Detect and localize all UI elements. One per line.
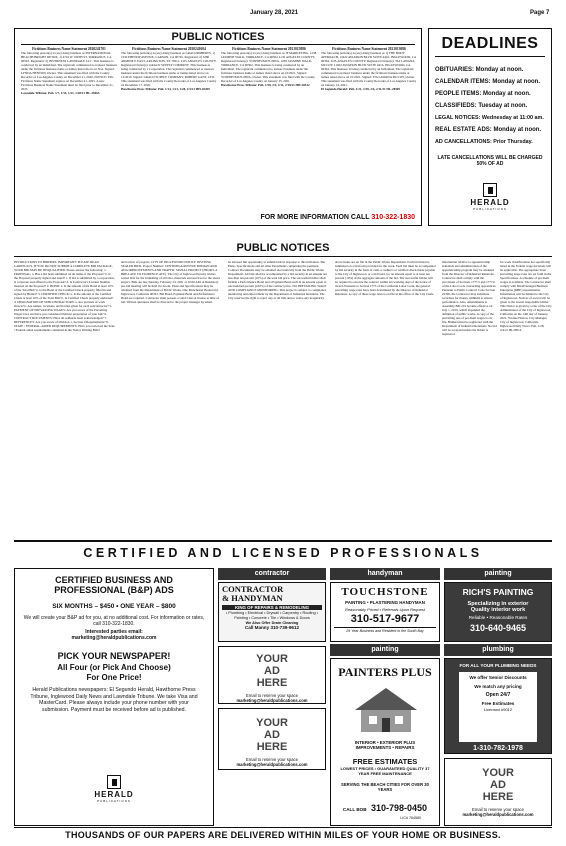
painters-plus-free-sub: LOWEST PRICES • GUARANTEED QUALITY 37 YEAR FREE MAINTENANCE xyxy=(340,765,430,776)
deadline-item: OBITUARIES: Monday at noon. xyxy=(435,67,524,73)
house-icon xyxy=(351,684,419,736)
contractor-phone: Call Manny 310-739-9612 xyxy=(244,625,300,631)
placeholder-email-text: Email to reserve your space xyxy=(246,693,298,698)
notice-body: The following person(s) is (are) doing business as JP MARKETING, 1238 JASMINE WALK, TORRANCE, CA 90502, LOS ANGELES COUNTY. Registered Owner(s): YOSHIFUMI FUJIWA, 1238 JASMINE WALK, TORRANCE, CA 90502. This business is being conducted by an Individual. The registrant commenced to transact business under the fictitious business name or names listed above on 10/2021. Signed: YOSHIFUMI FUJIWA, Owner. This statement was filed with the County Recorder of Los Angeles County on January 15, 2021. xyxy=(221,51,317,83)
bp-price: SIX MONTHS – $450 • ONE YEAR – $800 xyxy=(52,603,176,610)
notice-column xyxy=(221,47,317,87)
issue-date: January 28, 2021 xyxy=(250,10,299,16)
notice-column xyxy=(321,47,417,91)
plumbing-ad[interactable] xyxy=(444,658,552,754)
placeholder-email[interactable]: marketing@heraldpublications.com xyxy=(236,762,308,768)
pick-title: PICK YOUR NEWSPAPER! xyxy=(57,651,171,661)
bp-title: CERTIFIED BUSINESS AND PROFESSIONAL (B&P) ADS xyxy=(54,575,174,595)
touchstone-ad[interactable] xyxy=(330,582,440,642)
title-rule xyxy=(21,44,415,45)
plumbing-offer: We match any pricing xyxy=(474,683,522,689)
notice-pub: Hawthorne Press Tribune: Pub. 1/28, 2/4, 2/11, 2/18/21 HH-28512 xyxy=(221,83,310,87)
notice-pub: El Segundo Herald: Pub. 1/21, 1/28, 2/4, 2/11/21 HL-28509 xyxy=(321,87,400,91)
placeholder-email-text: Email to reserve your space xyxy=(246,757,298,762)
deadline-item: CLASSIFIEDS: Tuesday at noon. xyxy=(435,103,528,109)
contractor-tagline: KING OF REPAIRS & REMODELING xyxy=(222,605,322,610)
pick-sub: All Four (or Pick And Choose) xyxy=(57,663,171,672)
painters-plus-serving: SERVING THE BEACH CITIES FOR OVER 30 YEARS xyxy=(341,781,429,792)
plumbing-offer-panel xyxy=(459,672,537,742)
richs-line: Specializing in exterior xyxy=(467,601,529,607)
deadline-item: LEGAL NOTICES: Wednesday at 11:00 am. xyxy=(435,115,544,121)
notice-body: The following person(s) is (are) doing business as INTERNATIONAL HEALTH BRIGHT DETOX, 1) 4701 W 190TH ST, TORRANCE, CA 90503. Registrant: 2) INVERNESS LAWNDALE LLC. This business is conducted by an Individual. The registrant commenced to transact business under the fictitious business name or names listed above on N/A. Signed: LYNDA HENTON, Owner. This statement was filed with the County Recorder of Los Angeles County on December 21, 2020. NOTICE: This Fictitious Name Statement expires on December 21, 2025. A new Fictitious Business Name Statement must be filed prior to December 21, 2025. xyxy=(21,51,117,91)
painters-plus-free: FREE ESTIMATES xyxy=(352,756,418,766)
plumbing-offer: We offer Senior Discounts xyxy=(469,675,527,680)
papers-text: Herald Publications newspapers: El Segundo Herald, Hawthorne Press Tribune, Inglewood Daily News and Lawndale Tribune. We take Visa and MasterCard. Please always include your phone number with your submission. Payment must be received before ad is published. xyxy=(30,687,198,713)
painters-plus-lic: LIC# 764580 xyxy=(400,815,421,820)
placeholder-here: HERE xyxy=(482,791,514,803)
richs-line: Quality interior work xyxy=(470,607,526,613)
category-handyman: handyman xyxy=(330,568,440,580)
notice-column xyxy=(21,47,117,95)
footer-rule xyxy=(14,827,552,828)
contractor-call: We Also Offer Drain Cleaning xyxy=(245,621,299,626)
touchstone-tagline: Reasonably Priced • Referrals Upon Request xyxy=(344,607,426,612)
notice-heading: Fictitious Business Name Statement 2021015886 xyxy=(232,47,306,51)
public-notices-top xyxy=(14,28,422,226)
more-info xyxy=(260,214,415,221)
contractor-services: • Plumbing • Electrical • Drywall • Carpentry • Roofing • Painting • Concrete • Tile • Windows & Doors xyxy=(226,611,318,620)
contractor-title2: & HANDYMAN xyxy=(222,593,283,603)
bp-email-label: Interested parties email: xyxy=(85,629,143,635)
public-notices-bottom-title: PUBLIC NOTICES xyxy=(236,242,330,254)
deadlines-note: LATE CANCELLATIONS WILL BE CHARGED 50% OF AD xyxy=(437,155,543,167)
notice-pub: Hawthorne Press Tribune: Pub. 1/14, 1/21, 1/28, 2/4/21 HH-28459 xyxy=(121,87,210,91)
placeholder-here: HERE xyxy=(256,677,288,689)
notice-heading: Fictitious Business Name Statement 2020241701 xyxy=(32,47,106,51)
notice-column: information relative to apprenticeship standards and administration of the apprenticeship program may be obtained from the Director of Industrial Relations. Contractor shall comply with the provisions of Sections 1777.5 and 1777.6 of the Labor Code concerning apprentices. Pursuant to Public Contract Code Section 22300, the Contractor may substitute securities for money withheld to ensure performance. Also, Amendments to Assembly Bill 219 became effective on July 1, 2019, which expanded the definition of public works. A copy of the prevailing rate of per diem wages is on file. Bidders must be registered with the Department of Industrial Relations. No bid will be accepted unless the bidder is registered. xyxy=(442,260,497,336)
herald-logo xyxy=(15,775,213,803)
bp-ad-info xyxy=(14,568,214,826)
placeholder-ad: AD xyxy=(490,779,506,791)
logo-sub: PUBLICATIONS xyxy=(473,207,507,211)
notice-column xyxy=(121,47,217,91)
certified-title: CERTIFIED AND LICENSED PROFESSIONALS xyxy=(83,546,483,560)
notice-pub: Lawndale Tribune: Pub. 1/7, 1/14, 1/21, 1/28/21 HL-28465 xyxy=(21,91,100,95)
logo-name: HERALD xyxy=(94,790,134,799)
category-painting: painting xyxy=(330,644,440,656)
notice-column: for work classifications not specifically listed in the Federal wage decisions will be applicable. The appropriate State prevailing wage rates are set forth in the Specifications. A schedule of per diem wages is available. The Contractor shall comply with Disadvantaged Business Enterprise (DBE) requirements. Information will be limited to the City of Inglewood. Notices of award will be given to the lowest responsible bidder. This Notice is given by order of the City Administrator of the City of Inglewood, California on the 14th day of January, 2021. Yvonne Horton, City Manager, City of Inglewood, California. Inglewood Daily News: Pub. 1/28, 2/4/21 HI-28516 xyxy=(500,260,552,332)
section-rule xyxy=(14,540,552,542)
public-notices-title: PUBLIC NOTICES xyxy=(171,31,265,43)
contractor-title: CONTRACTOR xyxy=(222,584,284,594)
plumbing-offer: Free Estimates xyxy=(481,701,515,707)
bp-body: We will create your B&P ad for you, at no additional cost. For information or rates, call 310-322-1830. xyxy=(23,615,205,627)
logo-name: HERALD xyxy=(470,198,510,207)
placeholder-here: HERE xyxy=(256,741,288,753)
deadline-item: CALENDAR ITEMS: Monday at noon. xyxy=(435,79,540,85)
notice-body: The following person(s) is (are) doing business as 1) THE BODY APPROACH, 11922 AVIATION BLVD SUITE #416, INGLEWOOD, CA 90304, LOS ANGELES COUNTY. Registered Owner(s): TIA LAWANA MCCOY, 11922 AVIATION BLVD SUITE #416, INGLEWOOD, CA 90304. This business is being conducted by an Individual. The registrant commenced to transact business under the fictitious business name or names listed above on 01/2021. Signed: TIA LAWANA MCCOY, Owner. This statement was filed with the County Recorder of Los Angeles County on January 14, 2021. xyxy=(321,51,417,87)
category-contractor: contractor xyxy=(218,568,326,580)
touchstone-note: 29 Year Business and Resident in the South Bay xyxy=(334,627,436,633)
more-info-phone[interactable]: 310-322-1830 xyxy=(371,214,415,221)
deadline-item: AD CANCELLATIONS: Prior Thursday. xyxy=(435,139,533,145)
herald-badge-icon xyxy=(483,183,497,197)
painters-plus-ad[interactable] xyxy=(330,658,440,826)
bp-email[interactable]: marketing@heraldpublications.com xyxy=(71,635,157,641)
placeholder-your: YOUR xyxy=(482,767,514,779)
painters-plus-services: INTERIOR • EXTERIOR PLUS IMPROVEMENTS • REPAIRS xyxy=(354,740,416,751)
pick-sub: For One Price! xyxy=(86,673,142,682)
plumbing-phone: 1-310-782-1978 xyxy=(473,745,523,752)
category-painting: painting xyxy=(444,568,552,580)
notice-heading: Fictitious Business Name Statement 2020241604 xyxy=(132,47,206,51)
contractor-ad[interactable] xyxy=(218,582,326,642)
painters-plus-phone: 310-798-0450 xyxy=(371,802,428,813)
plumbing-offer: Open 24/7 xyxy=(485,692,511,699)
placeholder-your: YOUR xyxy=(256,653,288,665)
logo-sub: PUBLICATIONS xyxy=(97,799,131,803)
notice-column: and review of projects. CITY OF INGLEWOOD NOTICE INVITING SEALED BIDS. Project Number: CENTINELA AVENUE MEDIAN AND ADA IMPROVEMENTS AND TRAFFIC SIGNAL PROJECT (FROM LA BREA AVE TO FLORENCE AVE). The City of Inglewood hereby invites sealed bids for the furnishing of all labor, materials and services for the above project. Bids are due Tuesday, February 23, 2021 at 10:00 AM. A mandatory pre-bid meeting will be held via Zoom. Plans and Specifications may be obtained from the Department of Public Works, One Manchester Boulevard, Inglewood, California 90301. Bid Bond, Payment Bond and Performance Bond are required. Contractor shall possess a valid Class A license at time of bid. Written questions shall be directed to the project manager by email. xyxy=(121,260,221,304)
category-plumbing: plumbing xyxy=(444,644,552,656)
notice-column: above items are on file in the Public Works Department. Each bid must be submitted on a bid form provided for the work. Each bid must be accompanied by bid security in the form of cash, a cashier's or certified check made payable to the City of Inglewood, or a bid bond, for an amount equal to at least ten percent (10%) of the aggregate amount of the bid. The successful bidder will be required to execute the contract within ten working days of the notice of award. Pursuant to Section 1773 of the California Labor Code, the general prevailing wage rates have been determined by the Director of Industrial Relations. A copy of these wage rates is on file in the office of the City Clerk. xyxy=(335,260,436,296)
herald-badge-icon xyxy=(107,775,121,789)
richs-painting-ad[interactable] xyxy=(444,582,552,642)
notice-body: The following person(s) is (are) doing business as GRACOROBERTS, 1) 1932 EBENOP AVENUE, CARSON, CA 90745. Registrant: 2) 3280 ARMINE E EAST, ARLINGTON, TX 76011, LOS ANGELES COUNTY. Registered Owner(s): GRACO SUPPLY COMPANY. This business is being conducted by a Corporation. The registrant commenced to transact business under the fictitious business name or names listed above on 12/2019. Signed: GRACO SUPPLY COMPANY, ROBERT GANT, CFO. This statement was filed with the County Recorder of Los Angeles County on December 17, 2020. xyxy=(121,51,217,87)
ad-placeholder[interactable] xyxy=(218,708,326,770)
placeholder-ad: AD xyxy=(264,665,280,677)
painters-plus-phone-row xyxy=(331,798,439,816)
plumbing-header: FOR ALL YOUR PLUMBING NEEDS xyxy=(459,663,537,668)
touchstone-services: PAINTING • PLASTERING HANDYMAN xyxy=(345,600,425,605)
ad-placeholder[interactable] xyxy=(218,646,326,704)
plumbing-offer: Licensed #9012 xyxy=(483,706,513,712)
placeholder-email-text: Email to reserve your space xyxy=(472,807,524,812)
placeholder-email[interactable]: marketing@heraldpublications.com xyxy=(236,698,308,704)
deadline-item: REAL ESTATE ADS: Monday at noon. xyxy=(435,127,542,133)
ad-placeholder[interactable] xyxy=(444,758,552,826)
painters-plus-phone-label: CALL BOB xyxy=(342,806,367,812)
notice-heading: Fictitious Business Name Statement 2021013086 xyxy=(332,47,406,51)
touchstone-phone: 310-517-9677 xyxy=(350,613,420,625)
page-number: Page 7 xyxy=(530,10,550,16)
painters-plus-name: PAINTERS PLUS xyxy=(338,665,432,679)
richs-name: RICH'S PAINTING xyxy=(462,587,534,597)
deadlines-rule xyxy=(435,56,545,57)
deadlines-box xyxy=(428,28,552,226)
herald-logo xyxy=(429,183,551,211)
placeholder-ad: AD xyxy=(264,729,280,741)
public-notices-bottom-rule xyxy=(14,256,552,257)
richs-line: Reliable • Reasonable Rates xyxy=(468,615,528,620)
deadlines-title: DEADLINES xyxy=(441,35,539,52)
deadline-item: PEOPLE ITEMS: Monday at noon. xyxy=(435,91,531,97)
notice-column: INSTRUCTIONS TO BIDDERS. IMPORTANT: PLEASE READ CAREFULLY. IF YOU DO NOT SUBMIT A COMPLETE BID PACKAGE, YOUR BID MAY BE DISQUALIFIED. Please answer the following: 1. PROPOSAL: a. Has a bid been submitted on all items of the Proposal? b. Is the Proposal properly signed and dated? c. If bid is submitted by a corporation, is corporate seal affixed to the Proposal? d. Is Contractor's License Number inserted on the Proposal? 2. BOND: a. Is the amount of the Bond at least 10% of the Total Bid? b. Is the Bond or the Certified Check properly filled in and signed by Bidder? 3. CERTIFIED CHECK: a. Is the amount of the Certified Check at least 10% of the Total Bid? b. Is Certified Check properly endorsed? 4. DESIGNATION OF SUBCONTRACTORS: a. Are portions of work shown? b. Are names, locations, and license given for each subcontractor? 5. PAYMENT OF PREVAILING WAGES: Are you aware of the Prevailing Wages laws and have you considered them in preparation of your bid? 6. CONTRACT DOCUMENTS: Have all Addenda been acknowledged? 7. REFERENCES: Are you aware of Division 1, Section 9 Requirements? 8. STATE / FEDERAL-AIDED REQUIREMENTS: Have you reviewed the State / Federal-aided requirements contained in the Notice Inviting Bids? xyxy=(14,260,115,332)
richs-phone: 310-640-9465 xyxy=(469,623,527,633)
placeholder-email[interactable]: marketing@heraldpublications.com xyxy=(462,812,534,818)
notice-column: be allowed full opportunity to submit bids in response to this invitation. The Plans, Specifications and all other Documents comprising the pertinent Contract Documents may be obtained electronically from the Public Works Department. All bids shall be accompanied by a bid security in an amount not less than ten percent (10%) of the total bid price. The successful bidder shall furnish a Performance Bond and a Payment Bond each in an amount equal to one hundred percent (100%) of the contract price. NO PREVAILING WAGE AND COMPLIANCE MONITORING: This project is subject to compliance monitoring and enforcement by the Department of Industrial Relations. The City reserves the right to reject any or all bids and to waive any irregularity. xyxy=(228,260,328,300)
more-info-label: FOR MORE INFORMATION CALL xyxy=(260,214,370,221)
footer-tagline: THOUSANDS OF OUR PAPERS ARE DELIVERED WITHIN MILES OF YOUR HOME OR BUSINESS. xyxy=(65,830,501,840)
touchstone-name: TOUCHSTONE xyxy=(341,586,429,598)
placeholder-your: YOUR xyxy=(256,717,288,729)
